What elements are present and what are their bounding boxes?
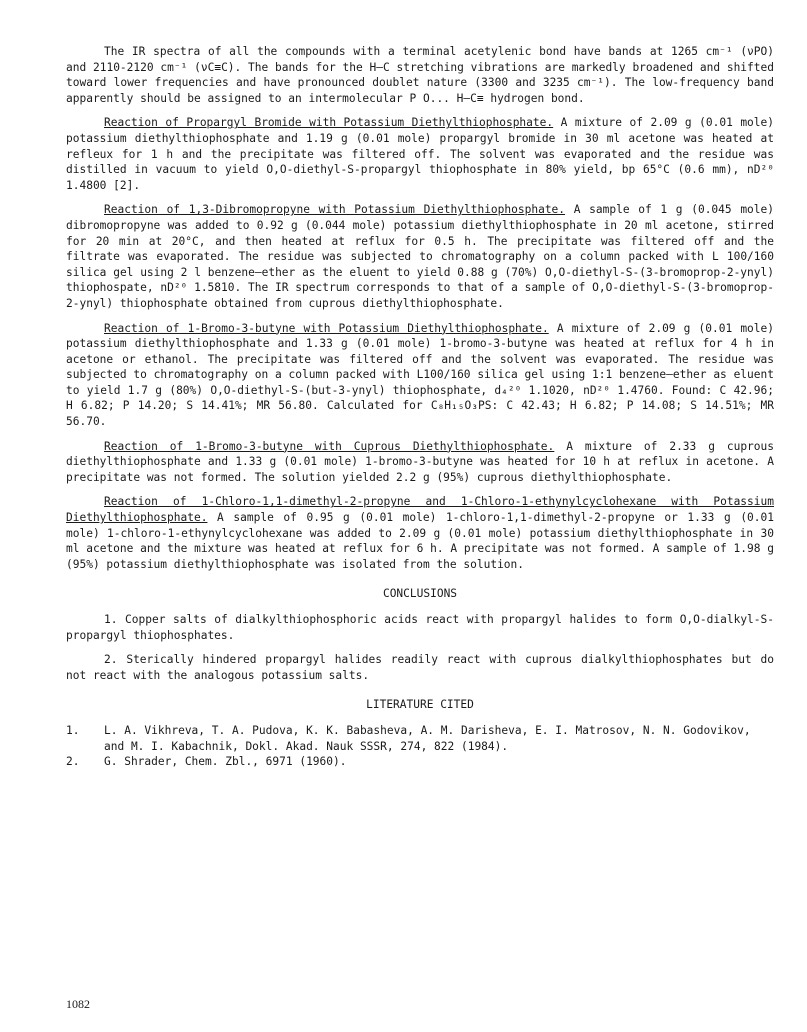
conclusion-item-2: 2. Sterically hindered propargyl halides readily react with cuprous dialkylthiophosphates but do not react with the analogous potassium salts. <box>66 653 774 682</box>
reference-text: L. A. Vikhreva, T. A. Pudova, K. K. Babasheva, A. M. Darisheva, E. I. Matrosov, N. N. Godovikov, and M. I. Kabachnik, Dokl. Akad. Nauk SSSR, 274, 822 (1984). <box>104 723 751 753</box>
experiment-title-3: Reaction of 1-Bromo-3-butyne with Potassium Diethylthiophosphate. <box>104 321 549 335</box>
experiment-paragraph-1 <box>66 115 774 193</box>
experiment-title-2: Reaction of 1,3-Dibromopropyne with Potassium Diethylthiophosphate. <box>104 203 566 217</box>
experiment-body-1: A mixture of 2.09 g (0.01 mole) potassium diethylthiophosphate and 1.19 g (0.01 mole) propargyl bromide in 30 ml acetone was heated at refleux for 1 h and the precipitate was filtered off. The solvent was evaporated and the residue was distilled in vacuum to yield O,O-diethyl-S-propargyl thiophosphate in 80% yield, bp 65°C (0.6 mm), nD²⁰ 1.4800 [2]. <box>66 116 774 192</box>
experiment-body-4: A mixture of 2.33 g cuprous diethylthiophosphate and 1.33 g (0.01 mole) 1-bromo-3-butyne was heated for 10 h at reflux in acetone. A precipitate was not formed. The solution yielded 2.2 g (95%) cuprous diethylthiophosphate. <box>66 439 774 484</box>
literature-heading: LITERATURE CITED <box>366 698 474 712</box>
experiment-paragraph-4 <box>66 439 774 486</box>
experiment-title-1: Reaction of Propargyl Bromide with Potassium Diethylthiophosphate. <box>104 116 554 130</box>
reference-text: G. Shrader, Chem. Zbl., 6971 (1960). <box>104 755 347 769</box>
reference-number: 1. <box>66 723 80 737</box>
reference-number: 2. <box>66 755 80 769</box>
experiment-paragraph-5 <box>66 494 774 572</box>
experiment-body-2: A sample of 1 g (0.045 mole) dibromopropyne was added to 0.92 g (0.044 mole) potassium diethylthiophosphate in 20 ml acetone, stirred for 20 min at 20°C, and then heated at reflux for 0.5 h. The precipitate was filtered off and the filtrate was evaporated. The residue was subjected to chromatography on a column packed with L 100/160 silica gel using 2 l benzene–ether as the eluent to yield 0.88 g (70%) O,O-diethyl-S-(3-bromoprop-2-ynyl) thiophospate, nD²⁰ 1.5810. The IR spectrum corresponds to that of a sample of O,O-diethyl-S-(3-bromoprop-2-ynyl) thiophosphate obtained from cuprous diethylthiophosphate. <box>66 203 775 310</box>
reference-item <box>66 723 774 754</box>
experiment-body-3: A mixture of 2.09 g (0.01 mole) potassium diethylthiophosphate and 1.33 g (0.01 mole) 1-bromo-3-butyne was heated at reflux for 4 h in acetone or ethanol. The precipitate was filtered off and the solvent was evaporated. The residue was subjected to chromatography on a column packed with L100/160 silica gel using 1:1 benzene–ether as eluent to yield 1.7 g (80%) O,O-diethyl-S-(but-3-ynyl) thiophosphate, d₄²⁰ 1.1020, nD²⁰ 1.4760. Found: C 42.96; H 6.82; P 14.20; S 14.41%; MR 56.80. Calculated for C₈H₁₅O₃PS: C 42.43; H 6.82; P 14.08; S 14.51%; MR 56.70. <box>66 321 774 429</box>
experiment-paragraph-2 <box>66 202 774 311</box>
article-body <box>66 44 774 770</box>
experiment-body-5: A sample of 0.95 g (0.01 mole) 1-chloro-1,1-dimethyl-2-propyne or 1.33 g (0.01 mole) 1-chloro-1-ethynylcyclohexane was added to 2.09 g (0.01 mole) potassium diethylthiophosphate in 30 ml acetone and the mixture was heated at reflux for 6 h. A precipitate was not formed. A sample of 1.98 g (95%) potassium diethylthiophosphate was isolated from the solution. <box>66 511 774 571</box>
experiment-title-5: Reaction of 1-Chloro-1,1-dimethyl-2-propyne and 1-Chloro-1-ethynylcyclohexane with Potassium Diethylthiophosphate. <box>66 495 774 525</box>
experiment-title-4: Reaction of 1-Bromo-3-butyne with Cuprous Diethylthiophosphate. <box>104 439 555 453</box>
page-number: 1082 <box>66 997 90 1011</box>
conclusions-heading: CONCLUSIONS <box>382 587 458 601</box>
ir-paragraph: The IR spectra of all the compounds with a terminal acetylenic bond have bands at 1265 cm⁻¹ (νPO) and 2110-2120 cm⁻¹ (νC≡C). The bands for the H–C stretching vibrations are markedly broadened and shifted toward lower frequencies and have pronounced doublet nature (3300 and 3235 cm⁻¹). The low-frequency band apparently should be assigned to an intermolecular P O... H–C≡ hydrogen bond. <box>66 45 774 105</box>
conclusion-item-1: 1. Copper salts of dialkylthiophosphoric acids react with propargyl halides to form O,O-dialkyl-S-propargyl thiophosphates. <box>66 613 774 642</box>
reference-list <box>66 723 774 770</box>
reference-item <box>66 754 774 770</box>
experiment-paragraph-3 <box>66 321 774 430</box>
